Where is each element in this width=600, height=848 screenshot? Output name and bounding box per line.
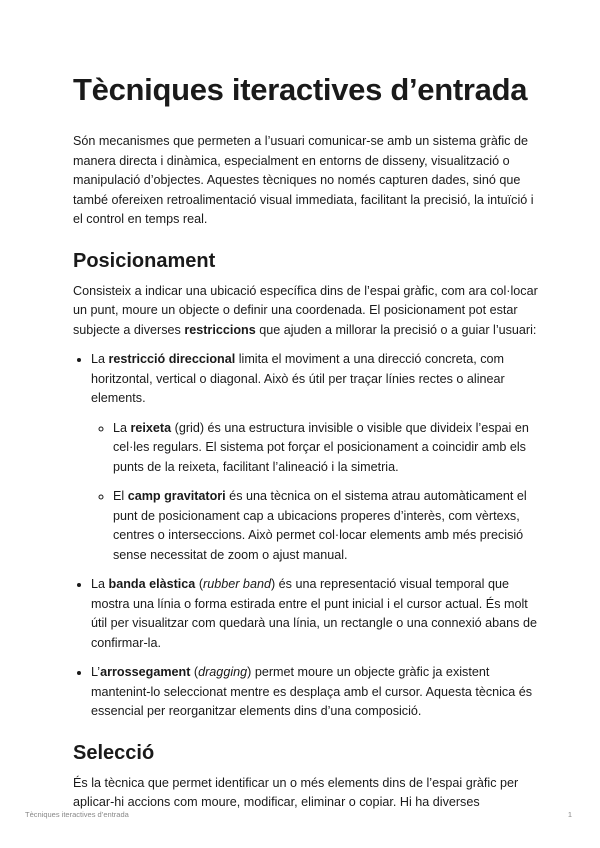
text: ) és una representació visual temporal que mostra una línia o forma estirada entre el punt inicial i el cursor actual. És molt útil per visualitzar com quedarà una línia, un rectangle o una connexió abans de confirmar-la. xyxy=(91,577,537,650)
italic-text: dragging xyxy=(198,665,248,679)
text: limita el moviment a una direcció concreta, com horitzontal, vertical o diagonal. Això és útil per traçar línies rectes o alinear elements. xyxy=(91,352,505,405)
text: és una tècnica on el sistema atrau automàticament el punt de posicionament cap a ubicacions properes d’interès, com vèrtexs, centres o interseccions. Això permet col·locar elements amb més precisió sense necessitat de zoom o ajust manual. xyxy=(113,489,527,562)
text: El xyxy=(113,489,128,503)
text: La xyxy=(91,577,109,591)
intro-paragraph: Són mecanismes que permeten a l’usuari comunicar-se amb un sistema gràfic de manera directa i dinàmica, especialment en entorns de disseny, visualització o manipulació d’objectes. Aquestes tècniques no només capturen dades, sinó que també ofereixen retroalimentació visual immediata, facilitant la precisió, la intuïció i el control en temps real. xyxy=(73,134,534,226)
footer-title: Tècniques iteractives d’entrada xyxy=(25,810,129,819)
text: ( xyxy=(195,577,204,591)
list-item xyxy=(113,487,543,565)
section-heading-selection: Selecció xyxy=(73,741,155,764)
text: que ajuden a millorar la precisió o a guiar l’usuari: xyxy=(255,322,537,337)
bold-text: restricció direccional xyxy=(108,352,236,366)
italic-text: rubber band xyxy=(203,577,271,591)
bold-text: reixeta xyxy=(130,420,172,435)
text: L’ xyxy=(91,665,101,679)
text: (grid) és una estructura invisible o visible que divideix l’espai en cel·les regulars. El sistema pot forçar el posicionament a coincidir amb els punts de la reixeta, facilitant l’alineació i la simetria. xyxy=(113,420,529,474)
page-title: Tècniques iteractives d’entrada xyxy=(73,72,528,107)
page-footer xyxy=(25,810,572,819)
list-item xyxy=(91,575,543,653)
document-page xyxy=(73,70,543,813)
bold-text: restriccions xyxy=(184,322,256,337)
bold-text: camp gravitatori xyxy=(127,489,226,503)
bold-text: banda elàstica xyxy=(108,577,196,591)
text: ( xyxy=(190,665,199,679)
text: Consisteix a indicar una ubicació específica dins de l’espai gràfic, com ara col·locar un punt, moure un objecte o definir una coordenada. El posicionament pot estar subjecte a diverses xyxy=(73,283,538,337)
positioning-paragraph xyxy=(73,282,543,341)
page-number: 1 xyxy=(567,810,572,819)
list-item xyxy=(113,419,543,478)
list-item xyxy=(91,663,543,722)
positioning-list xyxy=(73,350,543,722)
sub-list xyxy=(91,419,543,566)
text: La xyxy=(91,352,109,366)
bold-text: arrossegament xyxy=(100,665,191,679)
section-heading-positioning: Posicionament xyxy=(73,249,216,272)
selection-paragraph: És la tècnica que permet identificar un o més elements dins de l’espai gràfic per aplicar-hi accions com moure, modificar, eliminar o copiar. Hi ha diverses xyxy=(73,775,519,809)
list-item xyxy=(91,350,543,565)
text: La xyxy=(113,420,131,435)
text: ) permet moure un objecte gràfic ja existent mantenint-lo seleccionat mentre es desplaça amb el cursor. Aquesta tècnica és essencial per reorganitzar elements dins d’una composició. xyxy=(91,665,533,718)
